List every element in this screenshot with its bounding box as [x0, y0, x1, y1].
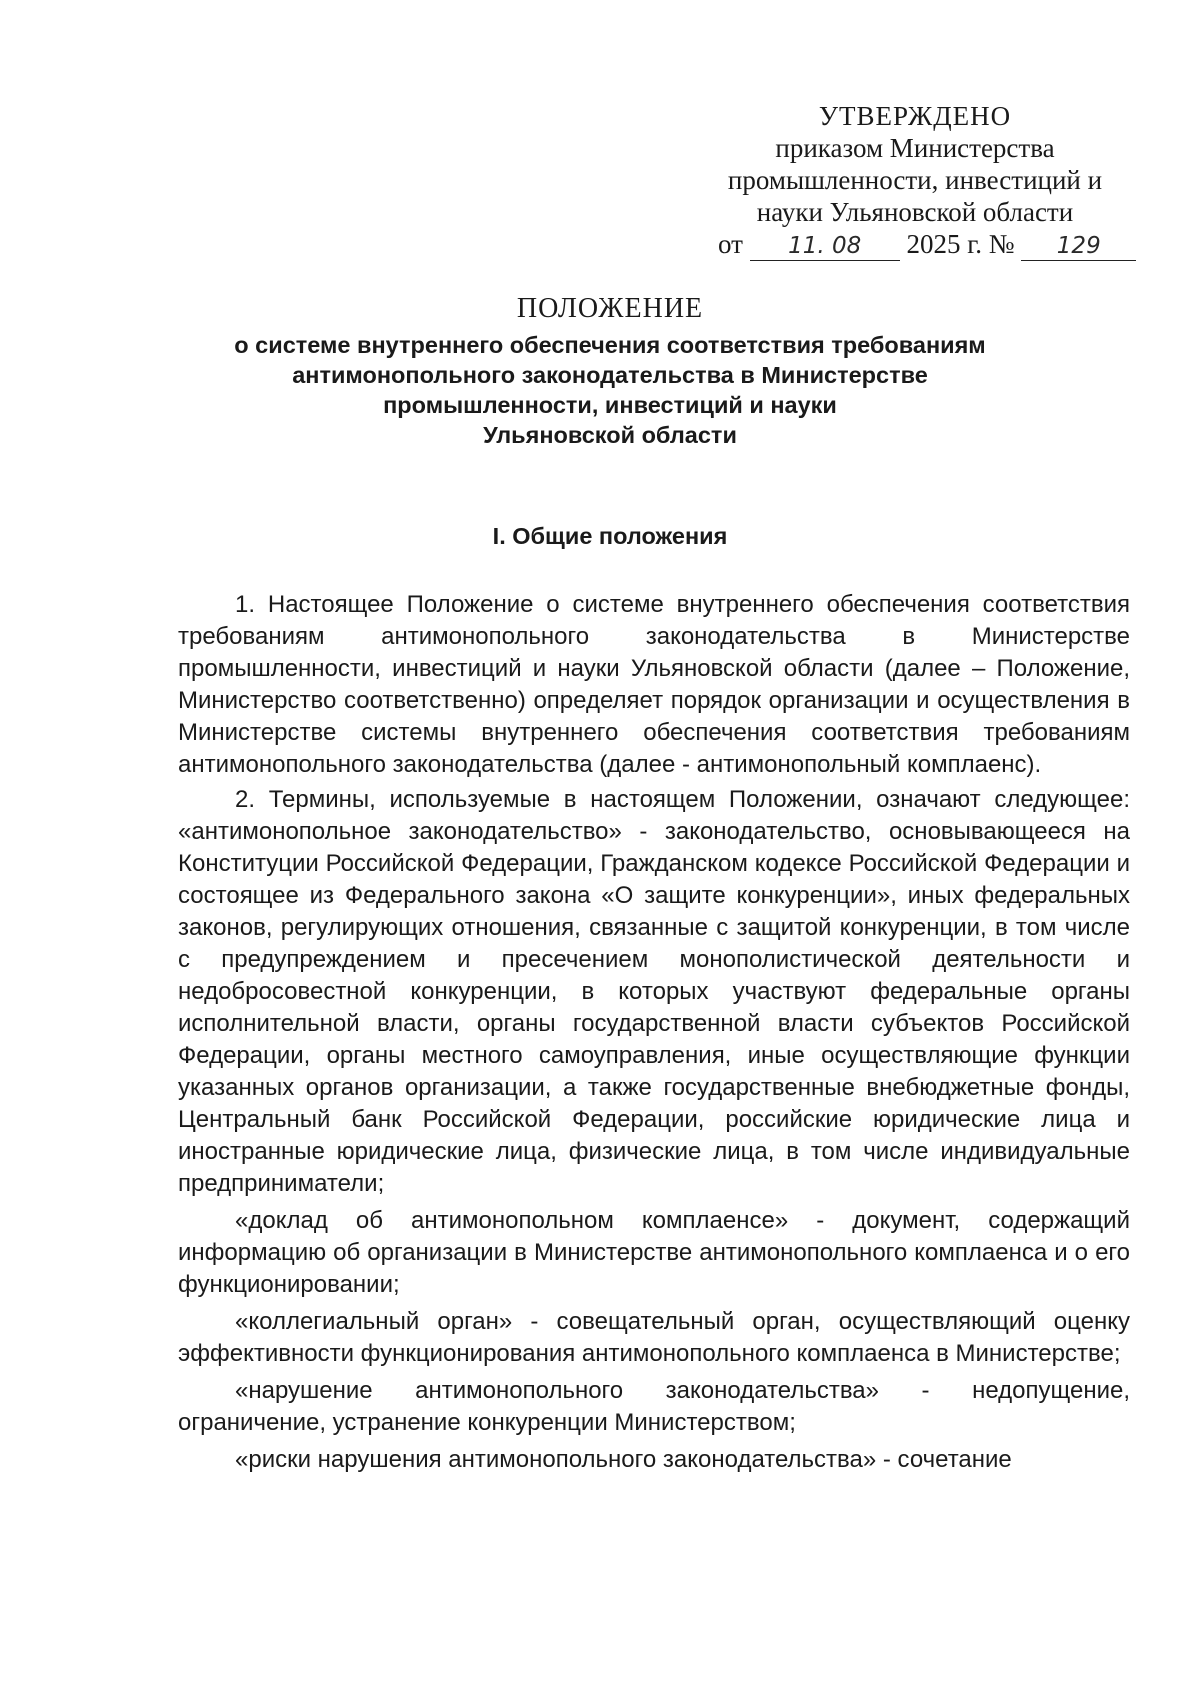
approval-date-line [700, 228, 1130, 261]
approval-stamp-block [700, 100, 1130, 261]
approval-line-1: приказом Министерства [775, 133, 1055, 163]
document-subtitle [120, 330, 1100, 450]
subtitle-line: Ульяновской области [483, 422, 737, 448]
definition-report: «доклад об антимонопольном комплаенсе» - документ, содержащий информацию об организации в Министерстве антимонопольного комплаенса и о его функционировании; [178, 1207, 1130, 1298]
year-number-label: 2025 г. № [906, 229, 1015, 259]
section-heading: I. Общие положения [492, 523, 728, 549]
document-title: ПОЛОЖЕНИЕ [516, 293, 704, 324]
document-body [178, 589, 1130, 1481]
paragraph-1: 1. Настоящее Положение о системе внутреннего обеспечения соответствия требованиям антимонопольного законодательства в Министерстве промышленности, инвестиций и науки Ульяновской области (далее – Положение, Министерство соответственно) определяет порядок организации и осуществления в Министерстве системы внутреннего обеспечения соответствия требованиям антимонопольного законодательства (далее - антимонопольный комплаенс). [178, 591, 1130, 778]
definition-collegial-body: «коллегиальный орган» - совещательный орган, осуществляющий оценку эффективности функционирования антимонопольного комплаенса в Министерстве; [178, 1308, 1130, 1367]
handwritten-date: 11. 08 [750, 232, 900, 261]
paragraph-2: 2. Термины, используемые в настоящем Положении, означают следующее: «антимонопольное законодательство» - законодательство, основывающееся на Конституции Российской Федерации, Гражданском кодексе Российской Федерации и состоящее из Федерального закона «О защите конкуренции», иных федеральных законов, регулирующих отношения, связанные с защитой конкуренции, в том числе с предупреждением и пресечением монополистической деятельности и недобросовестной конкуренции, в которых участвуют федеральные органы исполнительной власти, органы государственной власти субъектов Российской Федерации, органы местного самоуправления, иные осуществляющие функции указанных органов организации, а также государственные внебюджетные фонды, Центральный банк Российской Федерации, российские юридические лица и иностранные юридические лица, физические лица, в том числе индивидуальные предприниматели; [178, 786, 1130, 1197]
approval-line-3: науки Ульяновской области [756, 197, 1074, 227]
approval-line-2: промышленности, инвестиций и [727, 165, 1103, 195]
definition-violation: «нарушение антимонопольного законодательства» - недопущение, ограничение, устранение конкуренции Министерством; [178, 1377, 1130, 1436]
date-prefix: от [718, 229, 743, 259]
subtitle-line: о системе внутреннего обеспечения соответствия требованиям [234, 332, 986, 358]
approval-heading: УТВЕРЖДЕНО [818, 101, 1012, 131]
definition-risks: «риски нарушения антимонопольного законодательства» - сочетание [235, 1446, 1012, 1473]
subtitle-line: антимонопольного законодательства в Министерстве [292, 362, 928, 388]
subtitle-line: промышленности, инвестиций и науки [383, 392, 837, 418]
handwritten-order-number: 129 [1021, 232, 1136, 261]
document-title-block [120, 292, 1100, 450]
